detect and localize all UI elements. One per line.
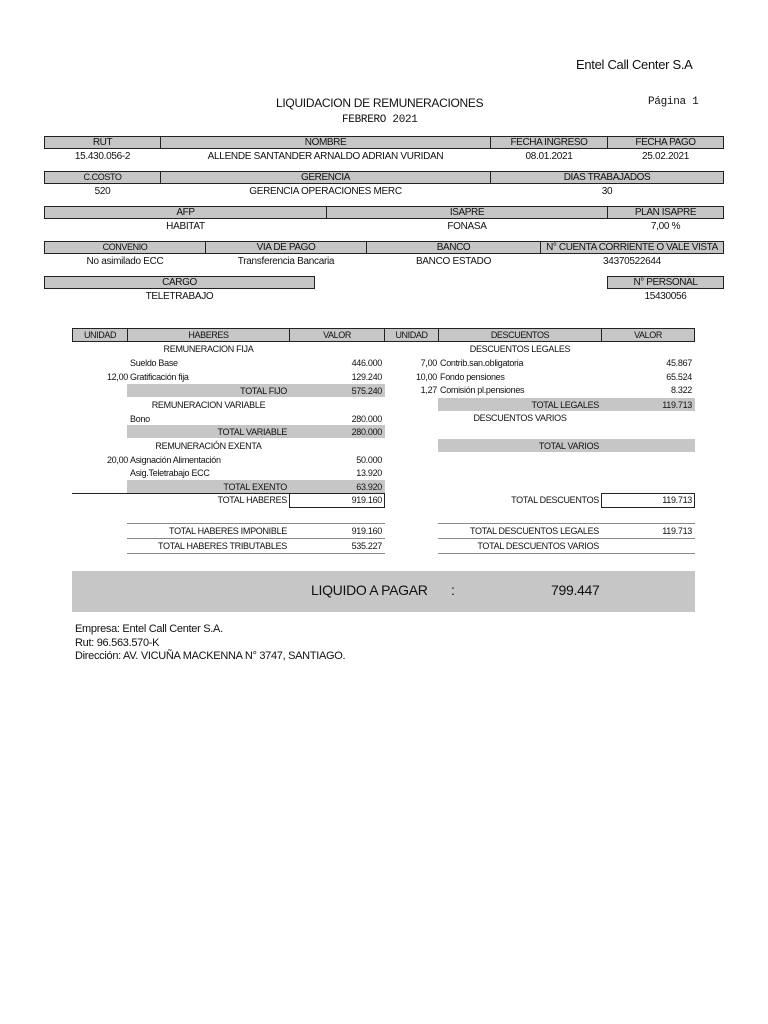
plan-isapre-value: 7,00 % (650, 221, 681, 232)
liquido-separator: : (451, 582, 455, 598)
total-varios-label: TOTAL VARIOS (538, 441, 599, 451)
valor-bono: 280.000 (351, 414, 382, 424)
afp-value: HABITAT (166, 221, 205, 232)
valor-descuentos-header: VALOR (601, 328, 695, 342)
valor-sueldo-base: 446.000 (351, 358, 382, 368)
total-variable-label: TOTAL VARIABLE (217, 427, 287, 437)
total-variable-value: 280.000 (351, 427, 382, 437)
valor-asig-teletrabajo: 13.920 (356, 468, 382, 478)
nombre-header: NOMBRE (160, 136, 491, 149)
unidad-gratificacion: 12,00 (106, 372, 128, 382)
afp-header: AFP (44, 206, 327, 219)
fecha-ingreso-header: FECHA INGRESO (490, 136, 608, 149)
unidad-descuentos-header: UNIDAD (384, 328, 439, 342)
concepto-sueldo-base: Sueldo Base (130, 358, 178, 368)
remuneracion-fija-label: REMUNERACION FIJA (163, 344, 254, 354)
rut-value: 15.430.056-2 (74, 151, 131, 162)
valor-fondo-pensiones: 65.524 (666, 372, 692, 382)
cargo-value: TELETRABAJO (145, 291, 214, 302)
total-descuentos-label: TOTAL DESCUENTOS (511, 495, 599, 505)
isapre-header: ISAPRE (326, 206, 608, 219)
unidad-header: UNIDAD (72, 328, 128, 342)
haberes-header: HABERES (127, 328, 290, 342)
valor-asignacion-alimentacion: 50.000 (356, 455, 382, 465)
summary-rule-right-mid (438, 538, 695, 539)
total-legales-label: TOTAL LEGALES (531, 400, 599, 410)
unidad-comision: 1,27 (420, 385, 437, 395)
rut-header: RUT (44, 136, 161, 149)
descuentos-header: DESCUENTOS (438, 328, 602, 342)
dias-trabajados-value: 30 (601, 186, 613, 197)
total-haberes-label: TOTAL HABERES (217, 495, 287, 505)
personal-value: 15430056 (644, 291, 687, 302)
valor-header: VALOR (289, 328, 385, 342)
gerencia-header: GERENCIA (160, 171, 491, 184)
total-haberes-value: 919.160 (351, 495, 382, 505)
convenio-header: CONVENIO (44, 241, 206, 254)
ccosto-value: 520 (94, 186, 111, 197)
descuentos-varios-label: DESCUENTOS VARIOS (473, 413, 567, 423)
total-descuentos-value: 119.713 (662, 495, 692, 505)
total-exento-value: 63.920 (356, 482, 382, 492)
banco-header: BANCO (366, 241, 541, 254)
liquido-value: 799.447 (551, 582, 600, 598)
cuenta-header: N° CUENTA CORRIENTE O VALE VISTA (540, 241, 724, 254)
gerencia-value: GERENCIA OPERACIONES MERC (249, 186, 402, 197)
total-descuentos-legales-label: TOTAL DESCUENTOS LEGALES (469, 526, 599, 536)
cargo-header: CARGO (44, 276, 315, 289)
total-haberes-tributables-value: 535.227 (351, 541, 382, 551)
via-pago-value: Transferencia Bancaria (237, 256, 335, 267)
personal-header: N° PERSONAL (607, 276, 724, 289)
concepto-gratificacion: Gratificación fija (130, 372, 189, 382)
footer-rut: Rut: 96.563.570-K (75, 637, 160, 649)
unidad-fondo-pensiones: 10,00 (415, 372, 437, 382)
concepto-contrib-san: Contrib.san.obligatoria (440, 358, 524, 368)
total-exento-label: TOTAL EXENTO (223, 482, 287, 492)
summary-rule-right-bottom (438, 553, 695, 554)
isapre-value: FONASA (447, 221, 487, 232)
ccosto-header: C.COSTO (44, 171, 161, 184)
fecha-pago-value: 25.02.2021 (641, 151, 690, 162)
valor-gratificacion: 129.240 (351, 372, 382, 382)
unidad-contrib-san: 7,00 (420, 358, 437, 368)
descuentos-legales-label: DESCUENTOS LEGALES (469, 344, 571, 354)
concepto-asig-teletrabajo: Asig.Teletrabajo ECC (130, 468, 210, 478)
cuenta-value: 34370522644 (603, 256, 661, 267)
company-header: Entel Call Center S.A (576, 57, 693, 72)
valor-contrib-san: 45.867 (666, 358, 692, 368)
total-haberes-imponible-value: 919.160 (351, 526, 382, 536)
page-number: Página 1 (648, 96, 699, 108)
remuneracion-exenta-label: REMUNERACIÓN EXENTA (155, 441, 262, 451)
concepto-comision: Comisión pl.pensiones (440, 385, 525, 395)
convenio-value: No asimilado ECC (86, 256, 164, 267)
plan-isapre-header: PLAN ISAPRE (607, 206, 724, 219)
banco-value: BANCO ESTADO (415, 256, 492, 267)
summary-rule-left-mid (127, 538, 385, 539)
total-descuentos-varios-label: TOTAL DESCUENTOS VARIOS (477, 541, 599, 551)
remuneracion-variable-label: REMUNERACION VARIABLE (151, 400, 266, 410)
fecha-ingreso-value: 08.01.2021 (525, 151, 573, 162)
fecha-pago-header: FECHA PAGO (607, 136, 724, 149)
total-fijo-value: 575.240 (351, 386, 382, 396)
valor-comision: 8.322 (670, 385, 692, 395)
liquido-label: LIQUIDO A PAGAR (311, 582, 428, 598)
nombre-value: ALLENDE SANTANDER ARNALDO ADRIAN VURIDAN (207, 151, 444, 162)
summary-rule-right-top (438, 523, 695, 524)
total-descuentos-legales-value: 119.713 (662, 526, 692, 536)
summary-rule-left-bottom (127, 553, 385, 554)
period-label: FEBRERO 2021 (342, 114, 418, 126)
dias-trabajados-header: DIAS TRABAJADOS (490, 171, 724, 184)
concepto-bono: Bono (130, 414, 150, 424)
footer-empresa: Empresa: Entel Call Center S.A. (75, 623, 223, 635)
concepto-asignacion-alimentacion: Asignación Alimentación (130, 455, 221, 465)
total-legales-value: 119.713 (662, 400, 692, 410)
concepto-fondo-pensiones: Fondo pensiones (440, 372, 505, 382)
summary-rule-left-top (127, 523, 385, 524)
document-title: LIQUIDACION DE REMUNERACIONES (276, 96, 484, 110)
total-fijo-label: TOTAL FIJO (240, 386, 287, 396)
via-pago-header: VIA DE PAGO (205, 241, 367, 254)
total-haberes-tributables-label: TOTAL HABERES TRIBUTABLES (157, 541, 287, 551)
footer-direccion: Dirección: AV. VICUÑA MACKENNA N° 3747, SANTIAGO. (75, 650, 346, 662)
unidad-asignacion-alimentacion: 20,00 (106, 455, 128, 465)
total-haberes-imponible-label: TOTAL HABERES IMPONIBLE (169, 526, 287, 536)
